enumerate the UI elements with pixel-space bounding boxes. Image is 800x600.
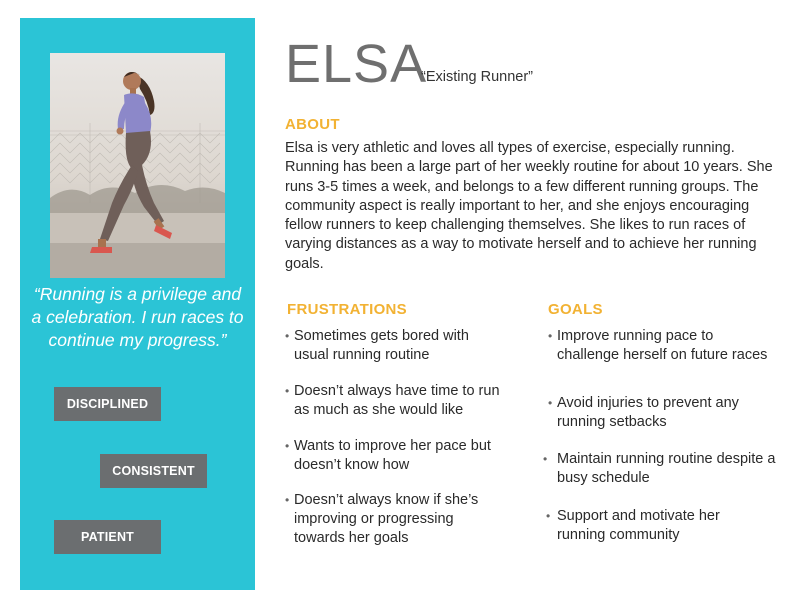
- bullet-icon: •: [285, 329, 290, 343]
- frustration-text: Sometimes gets bored with usual running routine: [294, 328, 469, 363]
- bullet-icon: •: [285, 493, 290, 507]
- trait-badge-consistent: CONSISTENT: [100, 454, 207, 488]
- frustrations-heading: FRUSTRATIONS: [287, 301, 407, 318]
- bullet-icon: •: [285, 384, 290, 398]
- bullet-icon: •: [285, 439, 290, 453]
- trait-badge-disciplined: DISCIPLINED: [54, 387, 161, 421]
- frustration-text: Wants to improve her pace but doesn’t know how: [294, 438, 491, 473]
- trait-badge-patient: PATIENT: [54, 520, 161, 554]
- persona-name: ELSA: [285, 34, 428, 94]
- frustration-text: Doesn’t always have time to run as much as she would like: [294, 383, 500, 418]
- goal-text: Avoid injuries to prevent any running setbacks: [557, 395, 739, 430]
- bullet-icon: •: [543, 452, 548, 466]
- runner-illustration: [50, 53, 225, 278]
- frustration-text: Doesn’t always know if she’s improving or progressing towards her goals: [294, 492, 479, 546]
- persona-subtitle: “Existing Runner”: [421, 69, 534, 85]
- about-text: Elsa is very athletic and loves all types of exercise, especially running. Running has been a large part of her weekly routine for about 10 years. She runs 3-5 times a week, and belongs to a few different running groups. The community aspect is really important to her, and she enjoys encouraging fellow runners to keep challenging themselves. She likes to run races of varying distances as a way to motivate herself and to achieve her running goals.: [285, 140, 773, 272]
- persona-sidebar: [20, 18, 255, 590]
- goal-text: Maintain running routine despite a busy schedule: [557, 451, 776, 486]
- runner-photo: [50, 53, 225, 278]
- goals-heading: GOALS: [548, 301, 603, 318]
- goal-text: Support and motivate her running community: [557, 508, 720, 543]
- bullet-icon: •: [548, 329, 553, 343]
- about-heading: ABOUT: [285, 116, 340, 133]
- bullet-icon: •: [548, 396, 553, 410]
- persona-quote: “Running is a privilege and a celebration. I run races to continue my progress.”: [31, 284, 244, 350]
- goal-text: Improve running pace to challenge herself on future races: [557, 328, 768, 363]
- bullet-icon: •: [546, 509, 551, 523]
